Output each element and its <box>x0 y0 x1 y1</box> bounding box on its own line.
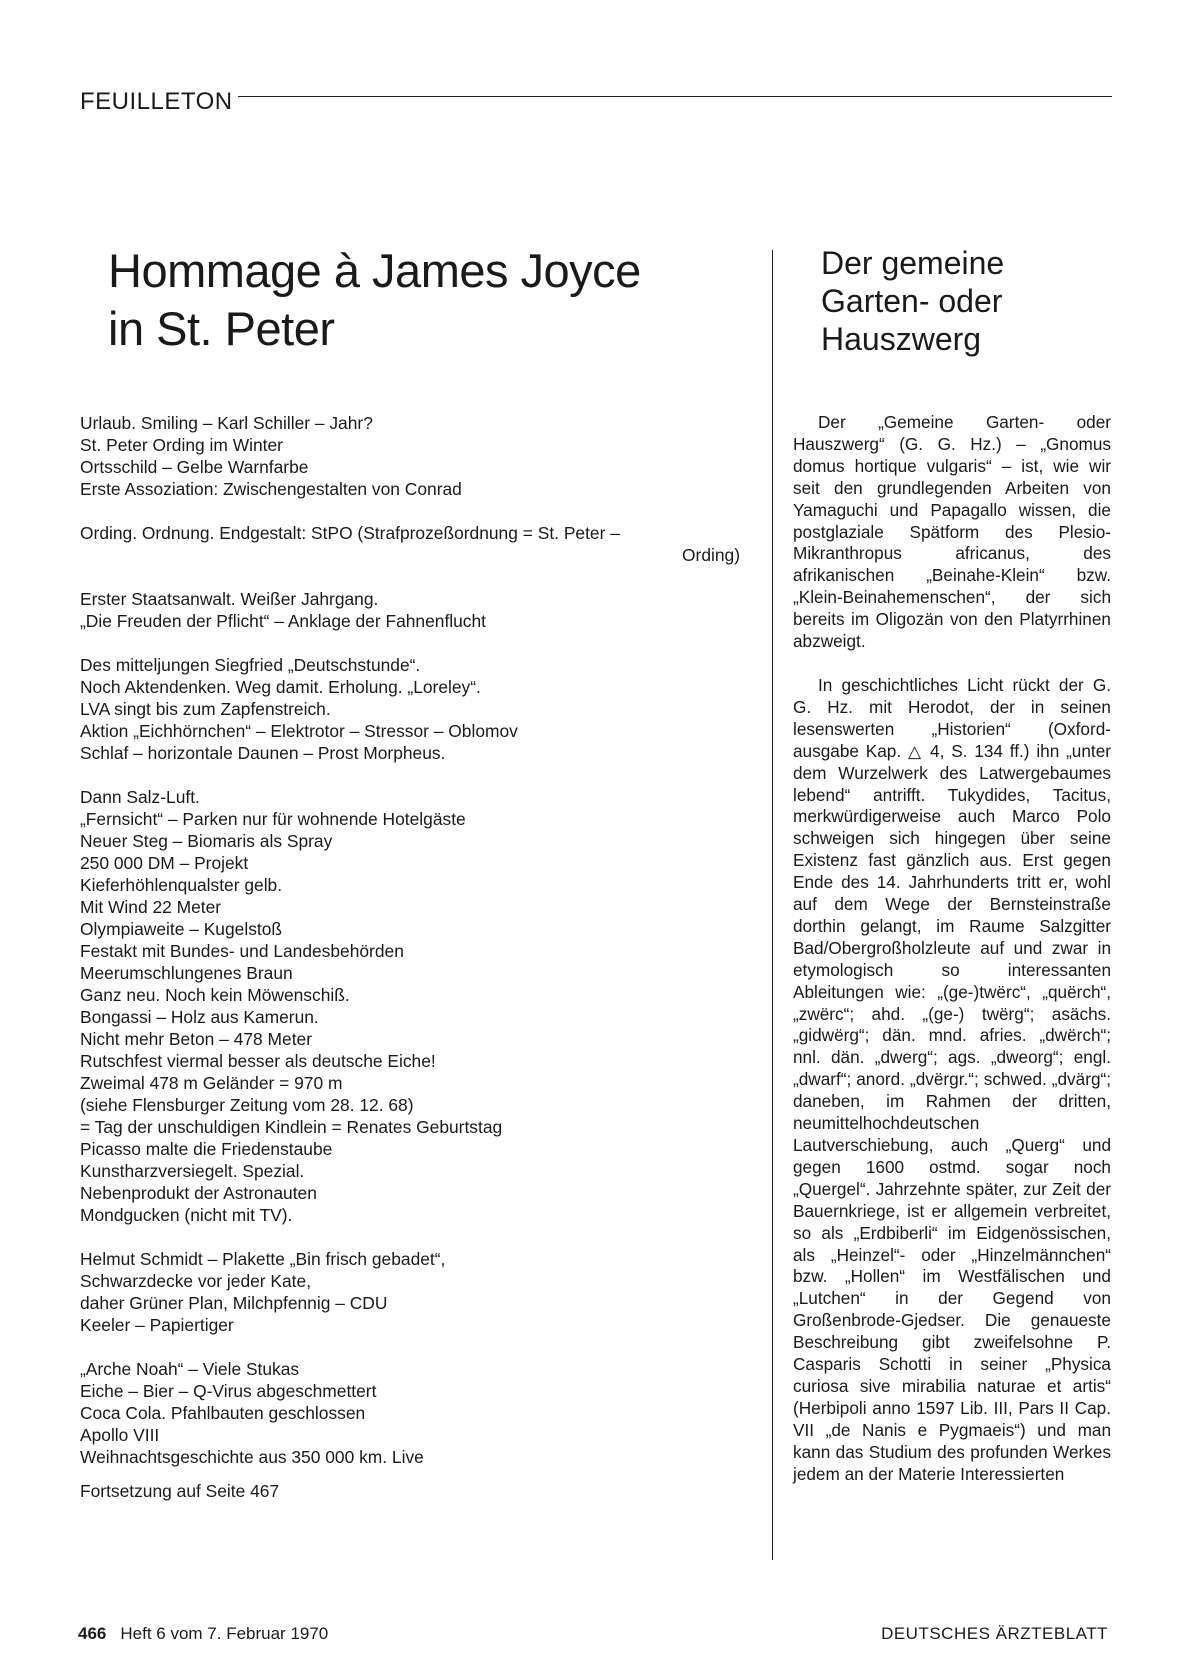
poem-line: „Die Freuden der Pflicht“ – Anklage der Fahnenflucht <box>80 611 487 631</box>
poem-line: Schwarzdecke vor jeder Kate, <box>80 1271 312 1291</box>
essay-paragraph-1: Der „Gemeine Garten- oder Hauszwerg“ (G. G. Hz.) – „Gnomus domus hortique vulgaris“ – ist, wie wir seit den grundlegenden Arbeiten von Yamaguchi und Papagallo wissen, die postglaziale Spätform des Plesio-Mikranthropus africanus, des afrikanischen „Beinahe-Klein“ bzw. „Klein-Beinahemenschen“, der sich bereits im Oligozän von den Platyrrhinen abzweigt. <box>793 412 1111 652</box>
poem-line: Ganz neu. Noch kein Möwenschiß. <box>80 985 350 1005</box>
poem-line: Schlaf – horizontale Daunen – Prost Morpheus. <box>80 743 446 763</box>
poem-line: Festakt mit Bundes- und Landesbehörden <box>80 941 404 961</box>
poem-line: Eiche – Bier – Q-Virus abgeschmettert <box>80 1381 377 1401</box>
poem-stanza <box>80 522 740 566</box>
poem-line: Urlaub. Smiling – Karl Schiller – Jahr? <box>80 413 373 433</box>
essay-paragraph-2: In geschichtliches Licht rückt der G. G. Hz. mit Herodot, der in seinen lesenswerten „Historien“ (Oxford-ausgabe Kap. △ 4, S. 134 ff.) ihn „unter dem Wurzelwerk des Latwergebaumes lebend“ antrifft. Tukydides, Tacitus, merkwürdigerweise auch Marco Polo schweigen sich hingegen über seine Existenz fast gänzlich aus. Erst gegen Ende des 14. Jahrhunderts tritt er, wohl auf dem Wege der Bernsteinstraße dorthin gelangt, im Raume Salzgitter Bad/Obergroßholzleute auf und zwar in etymologisch so interessanten Ableitungen wie: „(ge-)twërc“, „quërch“, „zwërc“; ahd. „(ge-) twërg“; asächs. „gidwërg“; dän. mnd. afries. „dwërch“; nnl. dän. „dwerg“; ags. „dweorg“; engl. „dwarf“; anord. „dvërgr.“; schwed. „dvärg“; daneben, im Rahmen der dritten, neumittelhochdeutschen Lautverschiebung, auch „Querg“ und gegen 1600 ostmd. sogar noch „Quergel“. Jahrzehnte später, zur Zeit der Bauernkriege, ist er allgemein verbreitet, so als „Erdbiberli“ im Eidgenössischen, als „Heinzel“- oder „Hinzelmännchen“ bzw. „Hollen“ im Westfälischen und „Lutchen“ in der Gegend von Großenbrode-Gjedser. Die genaueste Beschreibung gibt zweifelsohne P. Casparis Schotti in seiner „Physica curiosa sive mirabilia naturae et artis“ (Herbipoli anno 1597 Lib. III, Pars II Cap. VII „de Nanis e Pygmaeis“) und man kann das Studium des profunden Werkes jedem an der Materie Interessierten <box>793 674 1111 1484</box>
poem-line: Mit Wind 22 Meter <box>80 897 222 917</box>
publication-name: DEUTSCHES ÄRZTEBLATT <box>881 1624 1108 1643</box>
poem-line: Zweimal 478 m Geländer = 970 m <box>80 1073 343 1093</box>
poem-line: Weihnachtsgeschichte aus 350 000 km. Live <box>80 1447 424 1467</box>
right-title-line-1: Der gemeine <box>821 245 1005 281</box>
poem-stanza <box>80 1248 740 1336</box>
right-title-line-3: Hauszwerg <box>821 321 982 357</box>
poem-line: Rutschfest viermal besser als deutsche Eiche! <box>80 1051 436 1071</box>
right-title-line-2: Garten- oder <box>821 283 1003 319</box>
essay-body <box>793 412 1111 1486</box>
poem-line: Ortsschild – Gelbe Warnfarbe <box>80 457 309 477</box>
poem-line: daher Grüner Plan, Milchpfennig – CDU <box>80 1293 388 1313</box>
poem-line: Coca Cola. Pfahlbauten geschlossen <box>80 1403 366 1423</box>
poem-line: (siehe Flensburger Zeitung vom 28. 12. 68) <box>80 1095 414 1115</box>
poem-line: Des mitteljungen Siegfried „Deutschstunde“. <box>80 655 421 675</box>
poem-stanza <box>80 1480 740 1502</box>
poem-line: Apollo VIII <box>80 1425 160 1445</box>
poem-line: „Arche Noah“ – Viele Stukas <box>80 1359 300 1379</box>
poem-line: Keeler – Papiertiger <box>80 1315 234 1335</box>
poem-body <box>80 412 740 1502</box>
poem-line: Erste Assoziation: Zwischengestalten von Conrad <box>80 479 462 499</box>
poem-line: Nebenprodukt der Astronauten <box>80 1183 317 1203</box>
section-label: FEUILLETON <box>80 88 233 115</box>
page-number: 466 <box>78 1624 107 1643</box>
issue-info: Heft 6 vom 7. Februar 1970 <box>120 1624 329 1643</box>
section-rule <box>238 96 1112 97</box>
poem-line: Bongassi – Holz aus Kamerun. <box>80 1007 319 1027</box>
poem-stanza <box>80 654 740 764</box>
poem-line: Nicht mehr Beton – 478 Meter <box>80 1029 312 1049</box>
poem-line: Picasso malte die Friedenstaube <box>80 1139 333 1159</box>
poem-line: Fortsetzung auf Seite 467 <box>80 1481 280 1501</box>
poem-stanza <box>80 1358 740 1468</box>
poem-stanza <box>80 412 740 500</box>
poem-line: Aktion „Eichhörnchen“ – Elektrotor – Stressor – Oblomov <box>80 721 518 741</box>
poem-line: Olympiaweite – Kugelstoß <box>80 919 283 939</box>
right-article-title <box>821 244 1121 358</box>
poem-line: St. Peter Ording im Winter <box>80 435 283 455</box>
poem-line: Meerumschlungenes Braun <box>80 963 293 983</box>
left-title-line-1: Hommage à James Joyce <box>108 244 641 297</box>
poem-line: = Tag der unschuldigen Kindlein = Renates Geburtstag <box>80 1117 503 1137</box>
column-divider <box>772 250 773 1560</box>
footer-left <box>78 1624 328 1644</box>
poem-line: Helmut Schmidt – Plakette „Bin frisch gebadet“, <box>80 1249 446 1269</box>
poem-line: Noch Aktendenken. Weg damit. Erholung. „Loreley“. <box>80 677 481 697</box>
left-title-line-2: in St. Peter <box>108 302 335 355</box>
poem-stanza <box>80 588 740 632</box>
poem-line: Kunstharzversiegelt. Spezial. <box>80 1161 305 1181</box>
poem-line: Ording) <box>682 545 740 565</box>
left-article-title <box>108 242 748 358</box>
poem-line: Kieferhöhlenqualster gelb. <box>80 875 283 895</box>
poem-stanza <box>80 786 740 1226</box>
poem-line: LVA singt bis zum Zapfenstreich. <box>80 699 331 719</box>
poem-line: Mondgucken (nicht mit TV). <box>80 1205 293 1225</box>
poem-line: Neuer Steg – Biomaris als Spray <box>80 831 333 851</box>
poem-line: 250 000 DM – Projekt <box>80 853 249 873</box>
poem-line: Ording. Ordnung. Endgestalt: StPO (Strafprozeßordnung = St. Peter – <box>80 523 620 543</box>
poem-line: Erster Staatsanwalt. Weißer Jahrgang. <box>80 589 379 609</box>
poem-line: „Fernsicht“ – Parken nur für wohnende Hotelgäste <box>80 809 466 829</box>
poem-line: Dann Salz-Luft. <box>80 787 200 807</box>
